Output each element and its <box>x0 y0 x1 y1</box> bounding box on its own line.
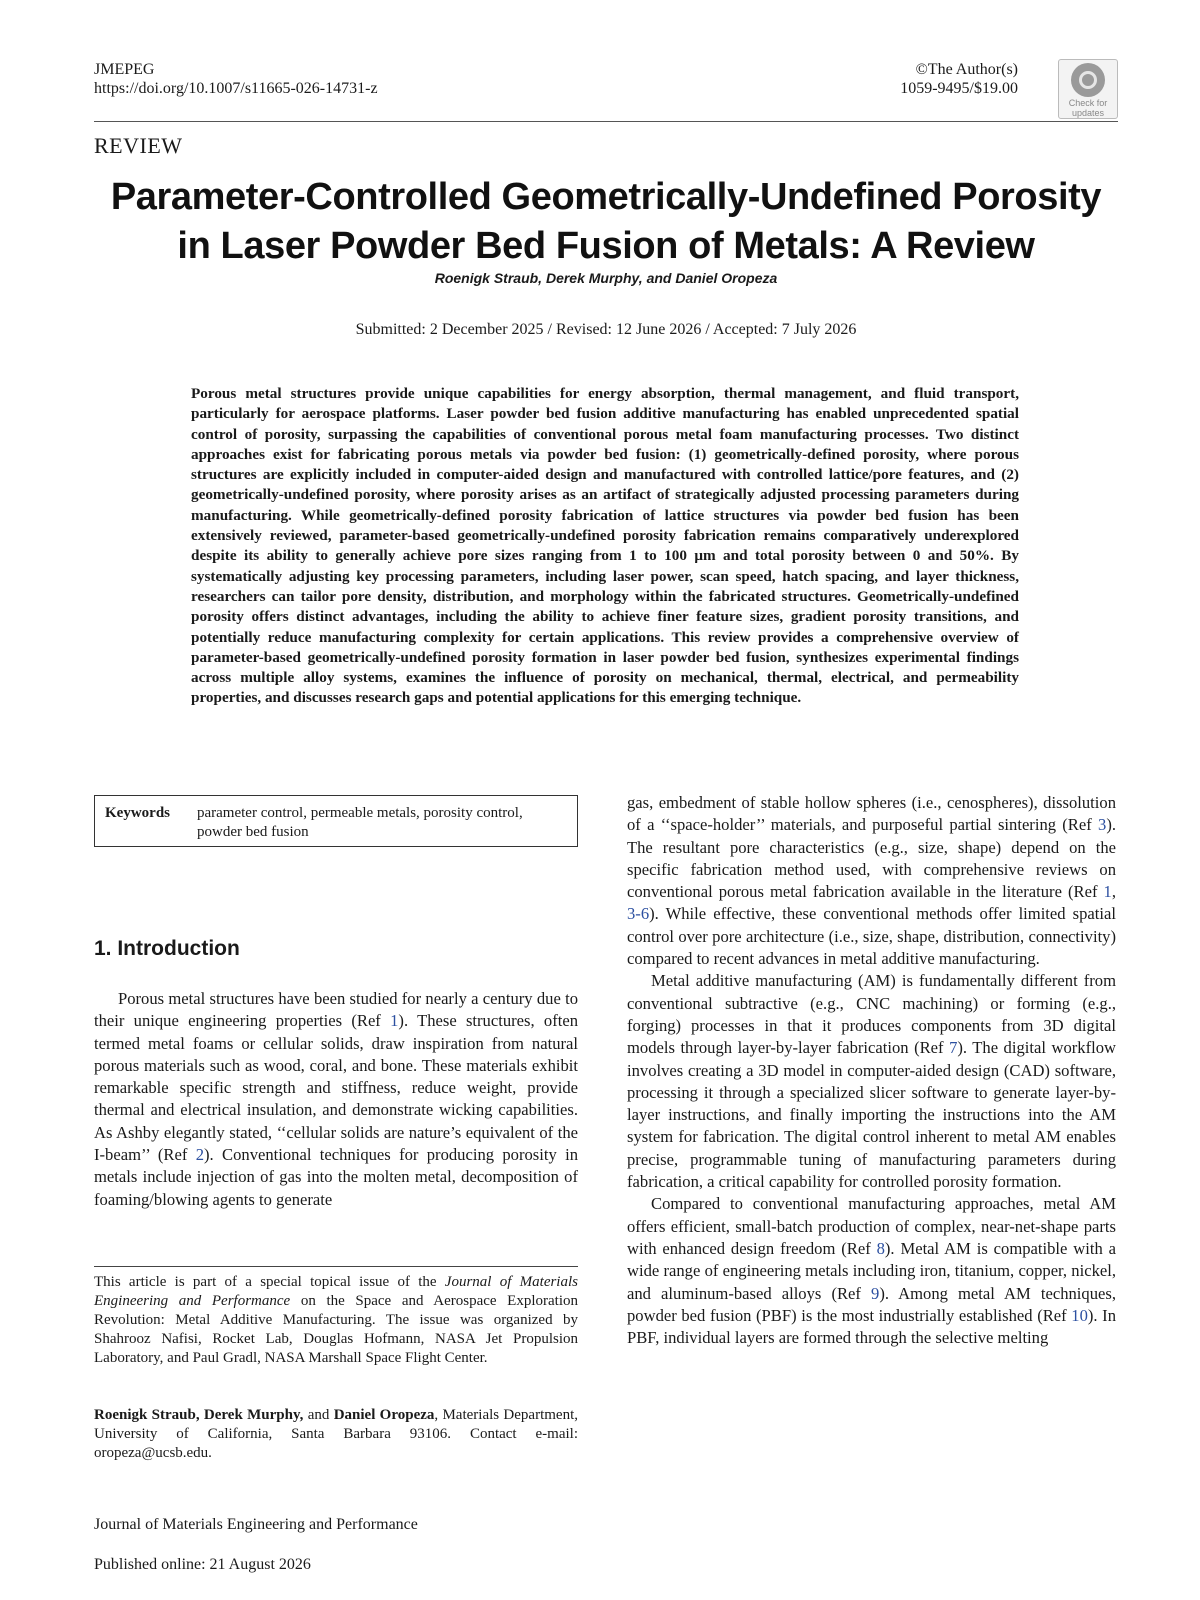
keywords-box <box>94 795 578 847</box>
doi-link[interactable]: https://doi.org/10.1007/s11665-026-14731-z <box>94 80 378 97</box>
right-column <box>627 792 1116 1349</box>
title-line-2: in Laser Powder Bed Fusion of Metals: A Review <box>177 225 1035 267</box>
reference-link[interactable]: 7 <box>949 1038 958 1058</box>
author-affiliation: Roenigk Straub, Derek Murphy, and Daniel Oropeza, Materials Department, University of California, Santa Barbara 93106. Contact e-mail: oropeza@ucsb.edu. <box>94 1407 578 1461</box>
reference-link[interactable]: 2 <box>195 1145 205 1165</box>
article-title <box>94 173 1118 271</box>
check-for-updates-badge[interactable] <box>1058 59 1118 119</box>
reference-link[interactable]: 1 <box>1103 882 1112 902</box>
issn-price: 1059-9495/$19.00 <box>900 80 1018 97</box>
reference-link[interactable]: 3 <box>1098 815 1107 835</box>
abstract: Porous metal structures provide unique capabilities for energy absorption, thermal management, and fluid transport, particularly for aerospace platforms. Laser powder bed fusion additive manufacturing has enabled unprecedented spatial control of porosity, surpassing the capabilities of conventional porous metal foam manufacturing processes. Two distinct approaches exist for fabricating porous metals via powder bed fusion: (1) geometrically-defined porosity, where porous structures are explicitly included in computer-aided design and manufactured with controlled lattice/pore features, and (2) geometrically-undefined porosity, where porosity arises as an artifact of strategically adjusted processing parameters during manufacturing. While geometrically-defined porosity fabrication of lattice structures via powder bed fusion has been extensively reviewed, parameter-based geometrically-undefined porosity fabrication remains comparatively underexplored despite its ability to generally achieve pore sizes ranging from 1 to 100 μm and total porosity between 0 and 50%. By systematically adjusting key processing parameters, including laser power, scan speed, hatch spacing, and layer thickness, researchers can tailor pore density, distribution, and morphology within the fabricated structures. Geometrically-undefined porosity offers distinct advantages, including the ability to achieve finer feature sizes, gradient porosity transitions, and potentially reduce manufacturing complexity for certain applications. This review provides a comprehensive overview of parameter-based geometrically-undefined porosity formation in laser powder bed fusion, synthesizes experimental findings across multiple alloy systems, examines the influence of porosity on mechanical, thermal, electrical, and permeability properties, and discusses research gaps and potential applications for this emerging technique. <box>191 385 1019 707</box>
keywords-label: Keywords <box>105 805 170 821</box>
reference-link[interactable]: 3-6 <box>627 904 650 924</box>
author-list: Roenigk Straub, Derek Murphy, and Daniel Oropeza <box>434 270 778 286</box>
badge-line-2: updates <box>1071 108 1105 118</box>
journal-footer: Journal of Materials Engineering and Performance <box>94 1516 418 1533</box>
header-divider <box>94 121 1118 122</box>
copyright-notice: ©The Author(s) <box>915 61 1018 78</box>
badge-line-1: Check for <box>1068 98 1108 108</box>
published-date: Published online: 21 August 2026 <box>94 1556 311 1573</box>
submission-dates: Submitted: 2 December 2025 / Revised: 12 June 2026 / Accepted: 7 July 2026 <box>355 321 857 338</box>
reference-link[interactable]: 9 <box>871 1283 880 1303</box>
section-label: REVIEW <box>94 133 183 158</box>
reference-link[interactable]: 1 <box>390 1011 399 1031</box>
reference-link[interactable]: 8 <box>876 1238 885 1258</box>
introduction-heading: 1. Introduction <box>94 937 240 960</box>
header-left <box>94 60 378 98</box>
paragraph: gas, embedment of stable hollow spheres (i.e., cenospheres), dissolution of a ‘‘space-holder’’ materials, and purposeful partial sintering (Ref 3). The resultant pore characteristics (e.g., size, shape) depend on the specific fabrication method used, with comprehensive reviews on conventional porous metal fabrication available in the literature (Ref 1, 3-6). While effective, these conventional methods offer limited spatial control over pore architecture (i.e., size, shape, distribution, connectivity) compared to recent advances in metal additive manufacturing. <box>627 793 1116 969</box>
header-right <box>900 60 1018 98</box>
special-issue-footnote: This article is part of a special topical issue of the Journal of Materials Engineering and Performance on the Space and Aerospace Exploration Revolution: Metal Additive Manufacturing. The issue was organized by Shahrooz Nafisi, Rocket Lab, Douglas Hofmann, NASA Jet Propulsion Laboratory, and Paul Gradl, NASA Marshall Space Flight Center. <box>94 1274 578 1366</box>
title-line-1: Parameter-Controlled Geometrically-Undefined Porosity <box>110 176 1102 218</box>
check-updates-icon <box>1071 63 1105 97</box>
footnote-divider <box>94 1266 578 1267</box>
keywords-text: parameter control, permeable metals, porosity control, powder bed fusion <box>197 805 523 840</box>
journal-code: JMEPEG <box>94 61 155 78</box>
paragraph: Metal additive manufacturing (AM) is fundamentally different from conventional subtractive (e.g., CNC machining) or forming (e.g., forging) processes in that it produces components from 3D digital models through layer-by-layer fabrication (Ref 7). The digital workflow involves creating a 3D model in computer-aided design (CAD) software, processing it through a specialized slicer software to generate layer-by-layer instructions, and finally importing the instructions into the AM system for fabrication. The digital control inherent to metal AM enables precise, programmable tuning of manufacturing parameters during fabrication, a critical capability for controlled porosity formation. <box>627 971 1116 1192</box>
reference-link[interactable]: 10 <box>1071 1305 1088 1325</box>
left-column <box>94 988 578 1211</box>
paragraph: Compared to conventional manufacturing approaches, metal AM offers efficient, small-batch production of complex, near-net-shape parts with enhanced design freedom (Ref 8). Metal AM is compatible with a wide range of engineering metals including iron, titanium, copper, nickel, and aluminum-based alloys (Ref 9). Among metal AM techniques, powder bed fusion (PBF) is the most industrially established (Ref 10). In PBF, individual layers are formed through the selective melting <box>627 1194 1117 1348</box>
paragraph: Porous metal structures have been studied for nearly a century due to their unique engineering properties (Ref 1). These structures, often termed metal foams or cellular solids, draw inspiration from natural porous materials such as wood, coral, and bone. These materials exhibit remarkable specific strength and stiffness, reduce weight, provide thermal and electrical insulation, and demonstrate wicking capabilities. As Ashby elegantly stated, ‘‘cellular solids are nature’s equivalent of the I-beam’’ (Ref 2). Conventional techniques for producing porosity in metals include injection of gas into the molten metal, decomposition of foaming/blowing agents to generate <box>94 989 578 1209</box>
